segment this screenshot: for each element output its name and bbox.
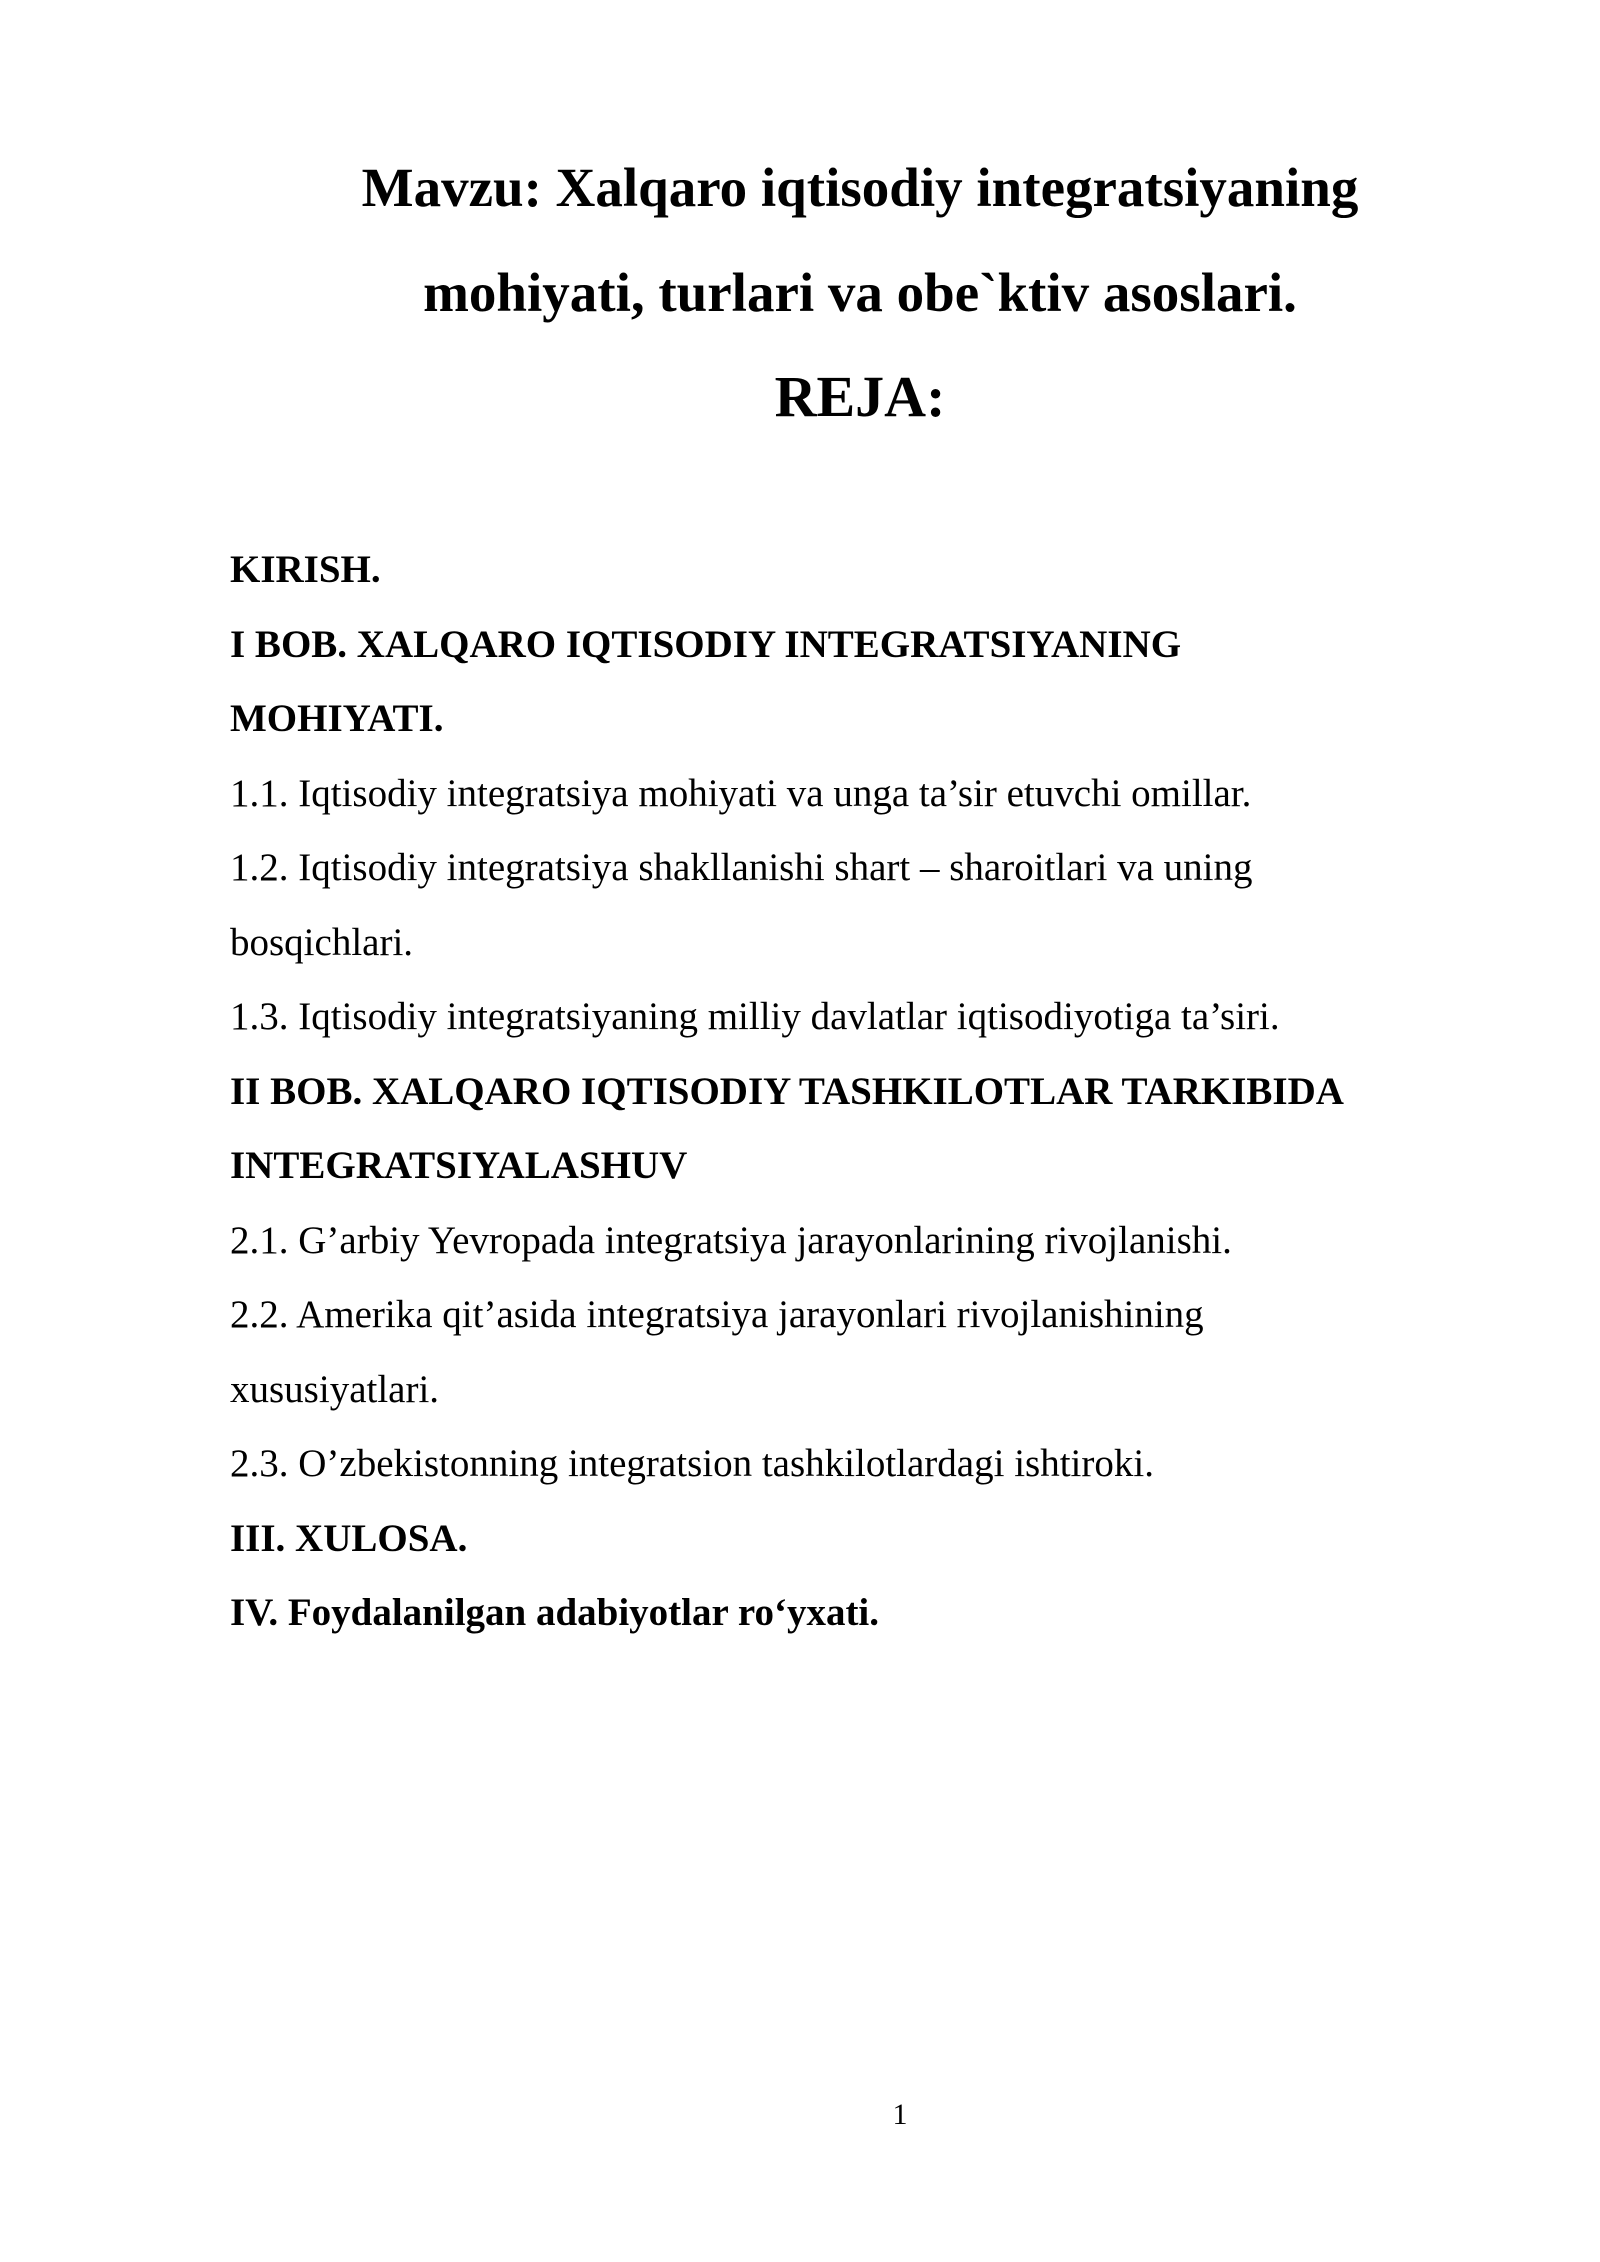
- toc-line: 1.2. Iqtisodiy integratsiya shakllanishi shart – sharoitlari va uning: [230, 846, 1253, 889]
- toc-line: MOHIYATI.: [230, 697, 444, 740]
- toc-line: bosqichlari.: [230, 920, 414, 964]
- toc-line: 2.1. G’arbiy Yevropada integratsiya jarayonlarining rivojlanishi.: [230, 1218, 1232, 1262]
- toc-line: xususiyatlari.: [230, 1367, 440, 1411]
- table-of-contents: [230, 533, 1550, 1651]
- toc-line: 1.1. Iqtisodiy integratsiya mohiyati va unga ta’sir etuvchi omillar.: [230, 771, 1252, 815]
- toc-line: KIRISH.: [230, 548, 381, 591]
- toc-line: 2.3. O’zbekistonning integratsion tashkilotlardagi ishtiroki.: [230, 1442, 1154, 1485]
- document-title-line-2: mohiyati, turlari va obe`ktiv asoslari.: [423, 262, 1297, 323]
- toc-line: III. XULOSA.: [230, 1516, 468, 1560]
- plan-heading: REJA:: [774, 364, 946, 429]
- page-number: 1: [892, 2098, 908, 2131]
- toc-line: IV. Foydalanilgan adabiyotlar ro‘yxati.: [230, 1591, 880, 1634]
- toc-line: 2.2. Amerika qit’asida integratsiya jarayonlari rivojlanishining: [230, 1293, 1204, 1336]
- toc-line: I BOB. XALQARO IQTISODIY INTEGRATSIYANING: [230, 622, 1182, 666]
- toc-line: 1.3. Iqtisodiy integratsiyaning milliy davlatlar iqtisodiyotiga ta’siri.: [230, 995, 1280, 1038]
- toc-line: INTEGRATSIYALASHUV: [230, 1144, 688, 1187]
- toc-line: II BOB. XALQARO IQTISODIY TASHKILOTLAR TARKIBIDA: [230, 1069, 1344, 1113]
- document-title-line-1: Mavzu: Xalqaro iqtisodiy integratsiyaning: [361, 157, 1359, 218]
